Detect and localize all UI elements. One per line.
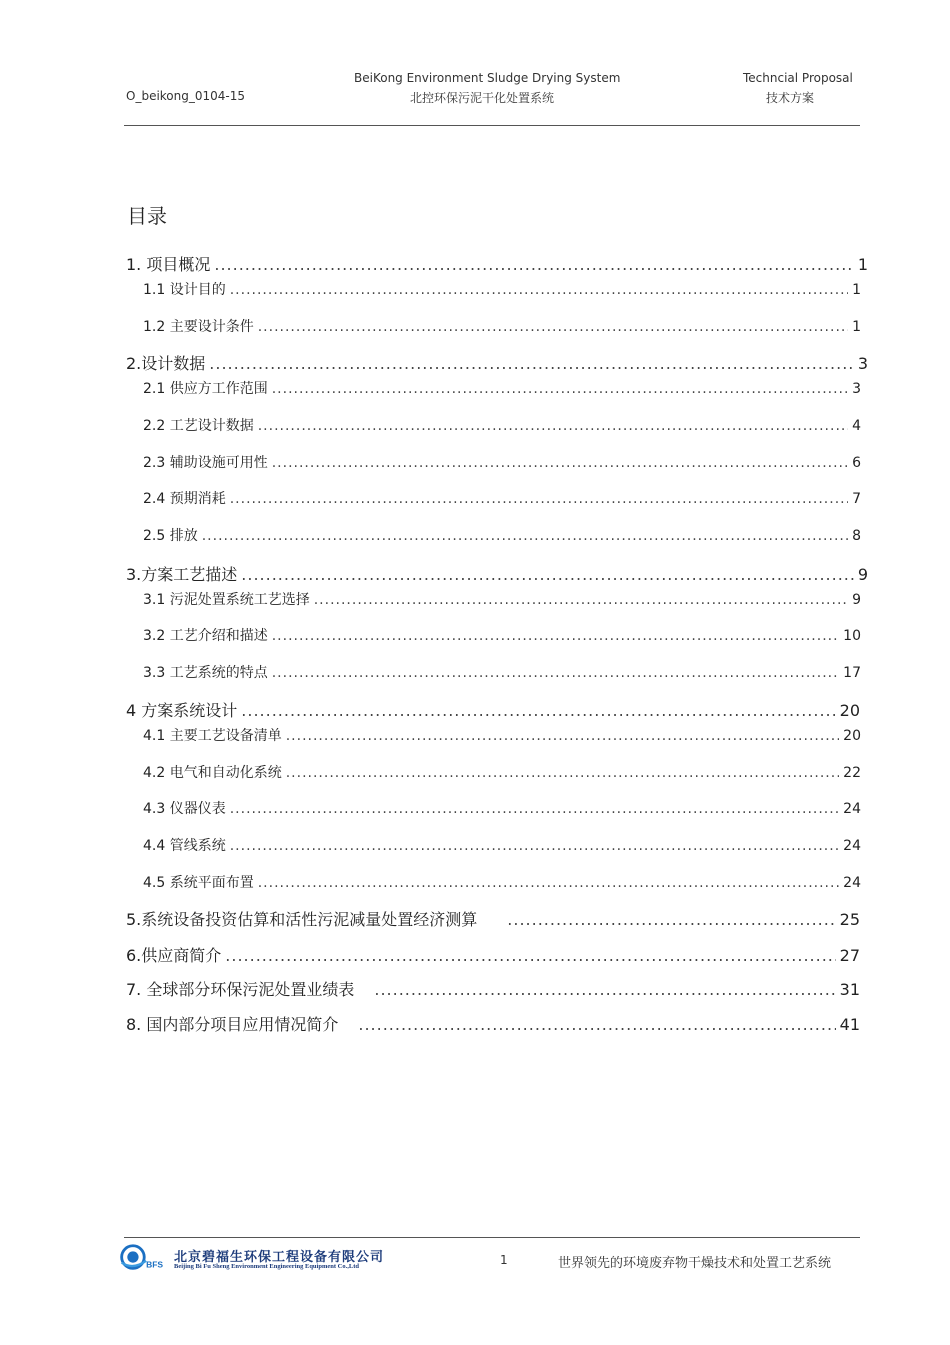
- toc-entry-label: 3.2 工艺介绍和描述: [143, 628, 268, 644]
- toc-entry-label: 4.2 电气和自动化系统: [143, 765, 282, 781]
- toc-entry-label: 2.1 供应方工作范围: [143, 381, 268, 397]
- toc-entry-page: 1: [852, 319, 861, 335]
- toc-entry-label: 2.3 辅助设施可用性: [143, 455, 268, 471]
- toc-entry-page: 20: [843, 728, 861, 744]
- toc-entry-label: 2.4 预期消耗: [143, 491, 226, 507]
- toc-entry[interactable]: [126, 943, 860, 966]
- toc-entry-label: 2.设计数据: [126, 354, 206, 373]
- toc-leader: [258, 875, 839, 891]
- toc-entry[interactable]: [143, 872, 861, 892]
- toc-entry[interactable]: [126, 562, 868, 585]
- toc-leader: [272, 628, 839, 644]
- toc-entry[interactable]: [143, 525, 861, 545]
- toc-entry-page: 1: [852, 282, 861, 298]
- toc-entry[interactable]: [143, 662, 861, 682]
- toc-leader: [258, 319, 848, 335]
- toc-entry-label: 1.2 主要设计条件: [143, 319, 254, 335]
- toc-entry-page: 9: [857, 565, 868, 584]
- toc-leader: [507, 910, 835, 929]
- toc-entry[interactable]: [143, 488, 861, 508]
- toc-entry-page: 17: [843, 665, 861, 681]
- toc-entry-label: 4 方案系统设计: [126, 701, 238, 720]
- footer-slogan: 世界领先的环境废弃物干燥技术和处置工艺系统: [558, 1256, 832, 1271]
- toc-entry-page: 41: [839, 1015, 860, 1034]
- toc-entry-page: 27: [839, 946, 860, 965]
- toc-entry-label: 7. 全球部分环保污泥处置业绩表: [126, 980, 355, 999]
- toc-entry[interactable]: [143, 415, 861, 435]
- toc-entry-page: 22: [843, 765, 861, 781]
- toc-entry[interactable]: [126, 907, 860, 930]
- footer-page-number: 1: [500, 1253, 508, 1267]
- toc-leader: [258, 418, 848, 434]
- toc-leader: [241, 701, 835, 720]
- toc-entry[interactable]: [126, 252, 868, 275]
- toc-entry-label: 2.5 排放: [143, 528, 198, 544]
- footer-company-en: Beijing Bi Fu Sheng Environment Engineering Equipment Co.,Ltd: [174, 1263, 359, 1270]
- toc-entry-page: 4: [852, 418, 861, 434]
- toc-leader: [241, 565, 854, 584]
- toc-entry[interactable]: [143, 762, 861, 782]
- toc-entry-label: 1. 项目概况: [126, 255, 211, 274]
- toc-leader: [272, 381, 848, 397]
- toc-entry[interactable]: [143, 835, 861, 855]
- toc-leader: [230, 838, 839, 854]
- toc-entry-label: 3.方案工艺描述: [126, 565, 238, 584]
- toc-entry[interactable]: [143, 798, 861, 818]
- toc-entry-label: 6.供应商简介: [126, 946, 222, 965]
- toc-leader: [209, 354, 854, 373]
- header-system-en: BeiKong Environment Sludge Drying System: [354, 71, 621, 85]
- toc-entry-page: 1: [857, 255, 868, 274]
- footer-divider: [124, 1237, 860, 1238]
- header-doc-id: O_beikong_0104-15: [126, 89, 246, 103]
- toc-entry-label: 2.2 工艺设计数据: [143, 418, 254, 434]
- toc-leader: [225, 946, 835, 965]
- toc-entry[interactable]: [143, 452, 861, 472]
- toc-entry-page: 3: [852, 381, 861, 397]
- toc-entry[interactable]: [143, 625, 861, 645]
- toc-entry-label: 4.1 主要工艺设备清单: [143, 728, 282, 744]
- toc-leader: [230, 801, 839, 817]
- toc-entry-page: 8: [852, 528, 861, 544]
- header-type-cn: 技术方案: [766, 91, 815, 105]
- toc-entry-label: 3.3 工艺系统的特点: [143, 665, 268, 681]
- company-logo-icon: [118, 1242, 178, 1274]
- toc-entry-label: 4.5 系统平面布置: [143, 875, 254, 891]
- toc-leader: [358, 1015, 835, 1034]
- toc-entry[interactable]: [143, 725, 861, 745]
- header-system-cn: 北控环保污泥干化处置系统: [410, 91, 555, 105]
- header-divider: [124, 125, 860, 126]
- toc-entry-page: 20: [839, 701, 860, 720]
- toc-leader: [314, 592, 848, 608]
- toc-entry-page: 24: [843, 838, 861, 854]
- toc-entry[interactable]: [126, 351, 868, 374]
- logo-mark-text: BFS: [146, 1259, 164, 1270]
- toc-title: 目录: [127, 204, 167, 228]
- toc-entry[interactable]: [126, 977, 860, 1000]
- toc-entry[interactable]: [143, 316, 861, 336]
- toc-entry-label: 3.1 污泥处置系统工艺选择: [143, 592, 310, 608]
- toc-entry-page: 6: [852, 455, 861, 471]
- toc-entry-page: 24: [843, 801, 861, 817]
- toc-entry[interactable]: [143, 279, 861, 299]
- toc-entry-page: 25: [839, 910, 860, 929]
- toc-entry-label: 4.3 仪器仪表: [143, 801, 226, 817]
- toc-entry-label: 8. 国内部分项目应用情况简介: [126, 1015, 339, 1034]
- toc-entry-page: 31: [839, 980, 860, 999]
- toc-entry[interactable]: [143, 589, 861, 609]
- toc-leader: [230, 282, 848, 298]
- toc-entry[interactable]: [126, 698, 860, 721]
- toc-entry-page: 9: [852, 592, 861, 608]
- toc-entry-label: 1.1 设计目的: [143, 282, 226, 298]
- footer-company-cn: 北京碧福生环保工程设备有限公司: [174, 1250, 385, 1265]
- toc-entry-label: 5.系统设备投资估算和活性污泥减量处置经济测算: [126, 910, 478, 929]
- toc-leader: [214, 255, 853, 274]
- toc-entry-page: 3: [857, 354, 868, 373]
- toc-leader: [272, 665, 839, 681]
- toc-leader: [272, 455, 848, 471]
- toc-entry[interactable]: [143, 378, 861, 398]
- toc-leader: [374, 980, 835, 999]
- toc-leader: [230, 491, 848, 507]
- toc-entry-page: 24: [843, 875, 861, 891]
- toc-entry[interactable]: [126, 1012, 860, 1035]
- toc-leader: [286, 765, 839, 781]
- toc-leader: [202, 528, 848, 544]
- toc-leader: [286, 728, 839, 744]
- toc-entry-page: 10: [843, 628, 861, 644]
- toc-entry-label: 4.4 管线系统: [143, 838, 226, 854]
- header-type-en: Techncial Proposal: [743, 71, 853, 85]
- toc-entry-page: 7: [852, 491, 861, 507]
